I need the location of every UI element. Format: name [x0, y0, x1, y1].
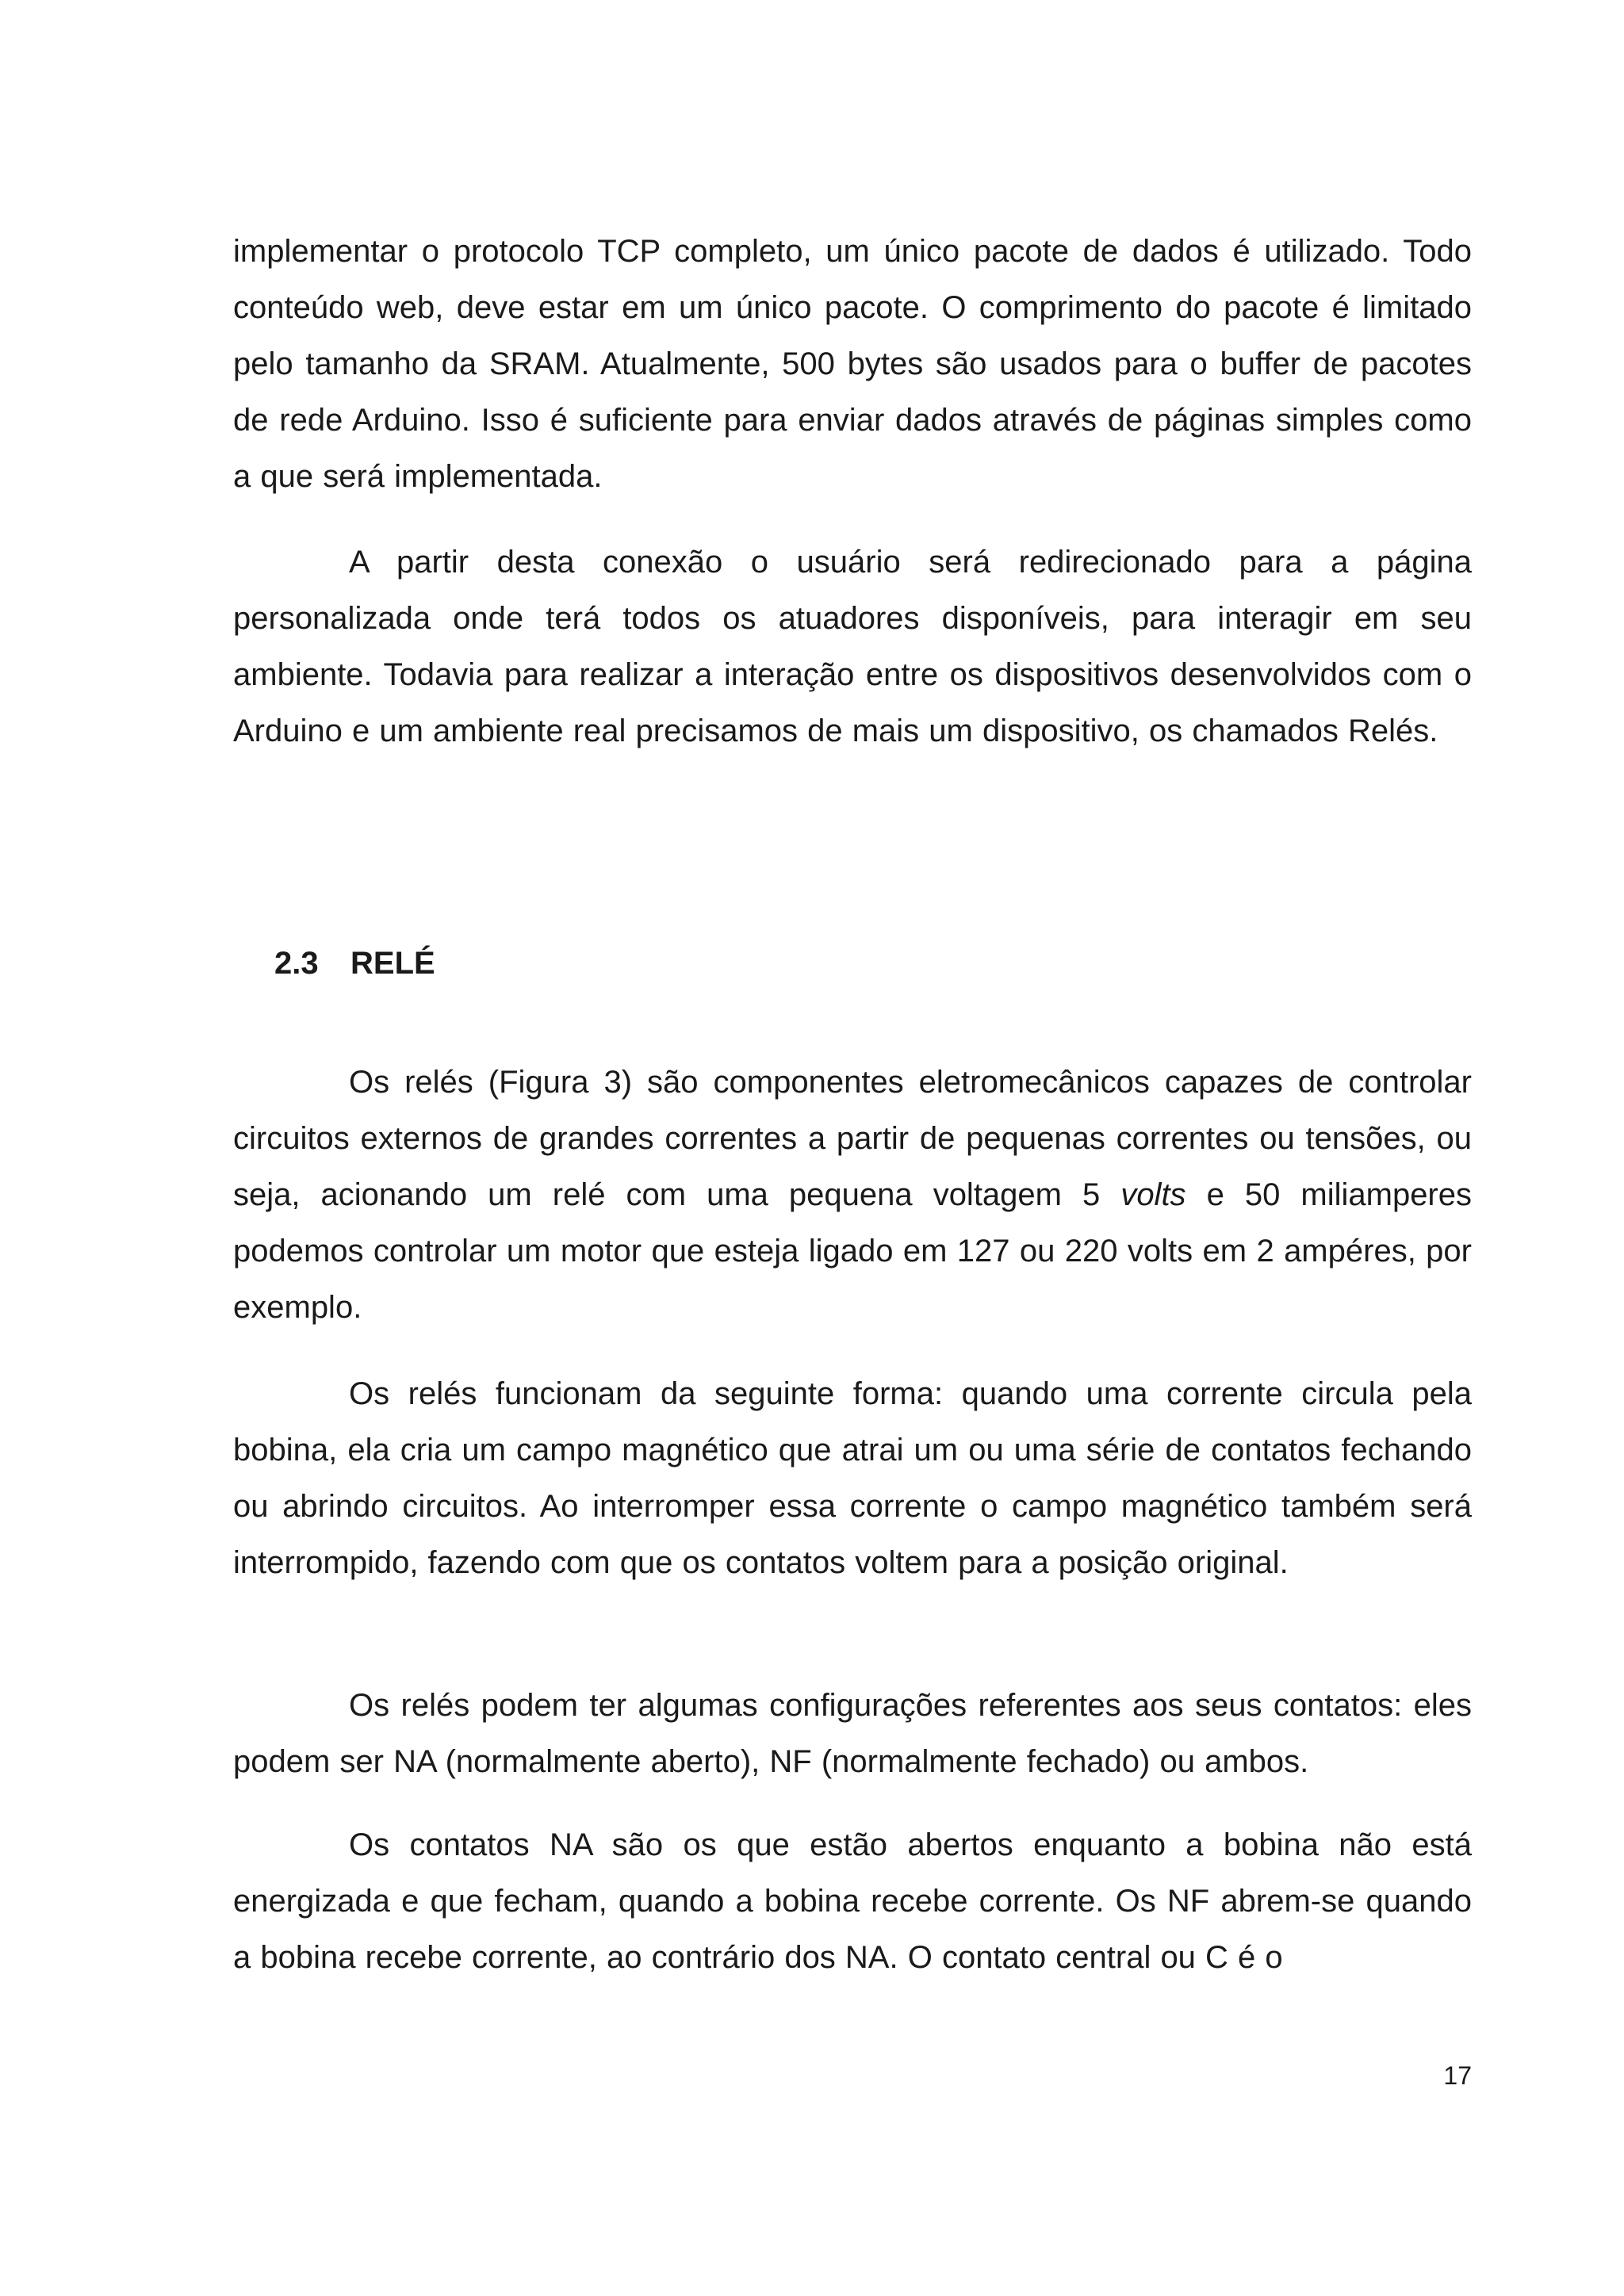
paragraph-text: Os relés podem ter algumas configurações referentes aos seus contatos: eles podem ser NA (normalmente aberto), NF (normalmente fechado) ou ambos. — [233, 1688, 1472, 1779]
section-heading — [274, 936, 435, 992]
paragraph-text-part: e 50 miliamperes podemos controlar um motor que esteja ligado em 127 ou 220 volts em 2 ampéres, por exemplo. — [233, 1177, 1472, 1325]
section-title: RELÉ — [350, 946, 435, 981]
paragraph-na-nf-contacts — [233, 1817, 1472, 1986]
paragraph-relay-definition — [233, 1054, 1472, 1336]
paragraph-text-part: Os relés (Figura 3) são componentes eletromecânicos capazes de controlar circuitos externos de grandes correntes a partir de pequenas correntes ou tensões, ou seja, acionando um relé com uma pequena voltagem 5 — [233, 1065, 1472, 1212]
paragraph-relay-configurations — [233, 1678, 1472, 1790]
paragraph-text: Os relés funcionam da seguinte forma: quando uma corrente circula pela bobina, ela cria um campo magnético que atrai um ou uma série de contatos fechando ou abrindo circuitos. Ao interromper essa corrente o campo magnético também será interrompido, fazendo com que os contatos voltem para a posição original. — [233, 1376, 1472, 1580]
page-number: 17 — [1443, 2061, 1472, 2090]
italic-term: volts — [1120, 1177, 1186, 1212]
paragraph-text: implementar o protocolo TCP completo, um único pacote de dados é utilizado. Todo conteúdo web, deve estar em um único pacote. O comprimento do pacote é limitado pelo tamanho da SRAM. Atualmente, 500 bytes são usados para o buffer de pacotes de rede Arduino. Isso é suficiente para enviar dados através de páginas simples como a que será implementada. — [233, 234, 1472, 494]
section-number: 2.3 — [274, 946, 319, 981]
paragraph-tcp-packet — [233, 224, 1472, 505]
paragraph-text — [233, 1054, 1472, 1336]
paragraph-text: Os contatos NA são os que estão abertos enquanto a bobina não está energizada e que fecham, quando a bobina recebe corrente. Os NF abrem-se quando a bobina recebe corrente, ao contrário dos NA. O contato central ou C é o — [233, 1827, 1472, 1975]
paragraph-relay-operation — [233, 1366, 1472, 1591]
paragraph-text: A partir desta conexão o usuário será redirecionado para a página personalizada onde terá todos os atuadores disponíveis, para interagir em seu ambiente. Todavia para realizar a interação entre os dispositivos desenvolvidos com o Arduino e um ambiente real precisamos de mais um dispositivo, os chamados Relés. — [233, 545, 1472, 748]
paragraph-user-redirect — [233, 534, 1472, 760]
